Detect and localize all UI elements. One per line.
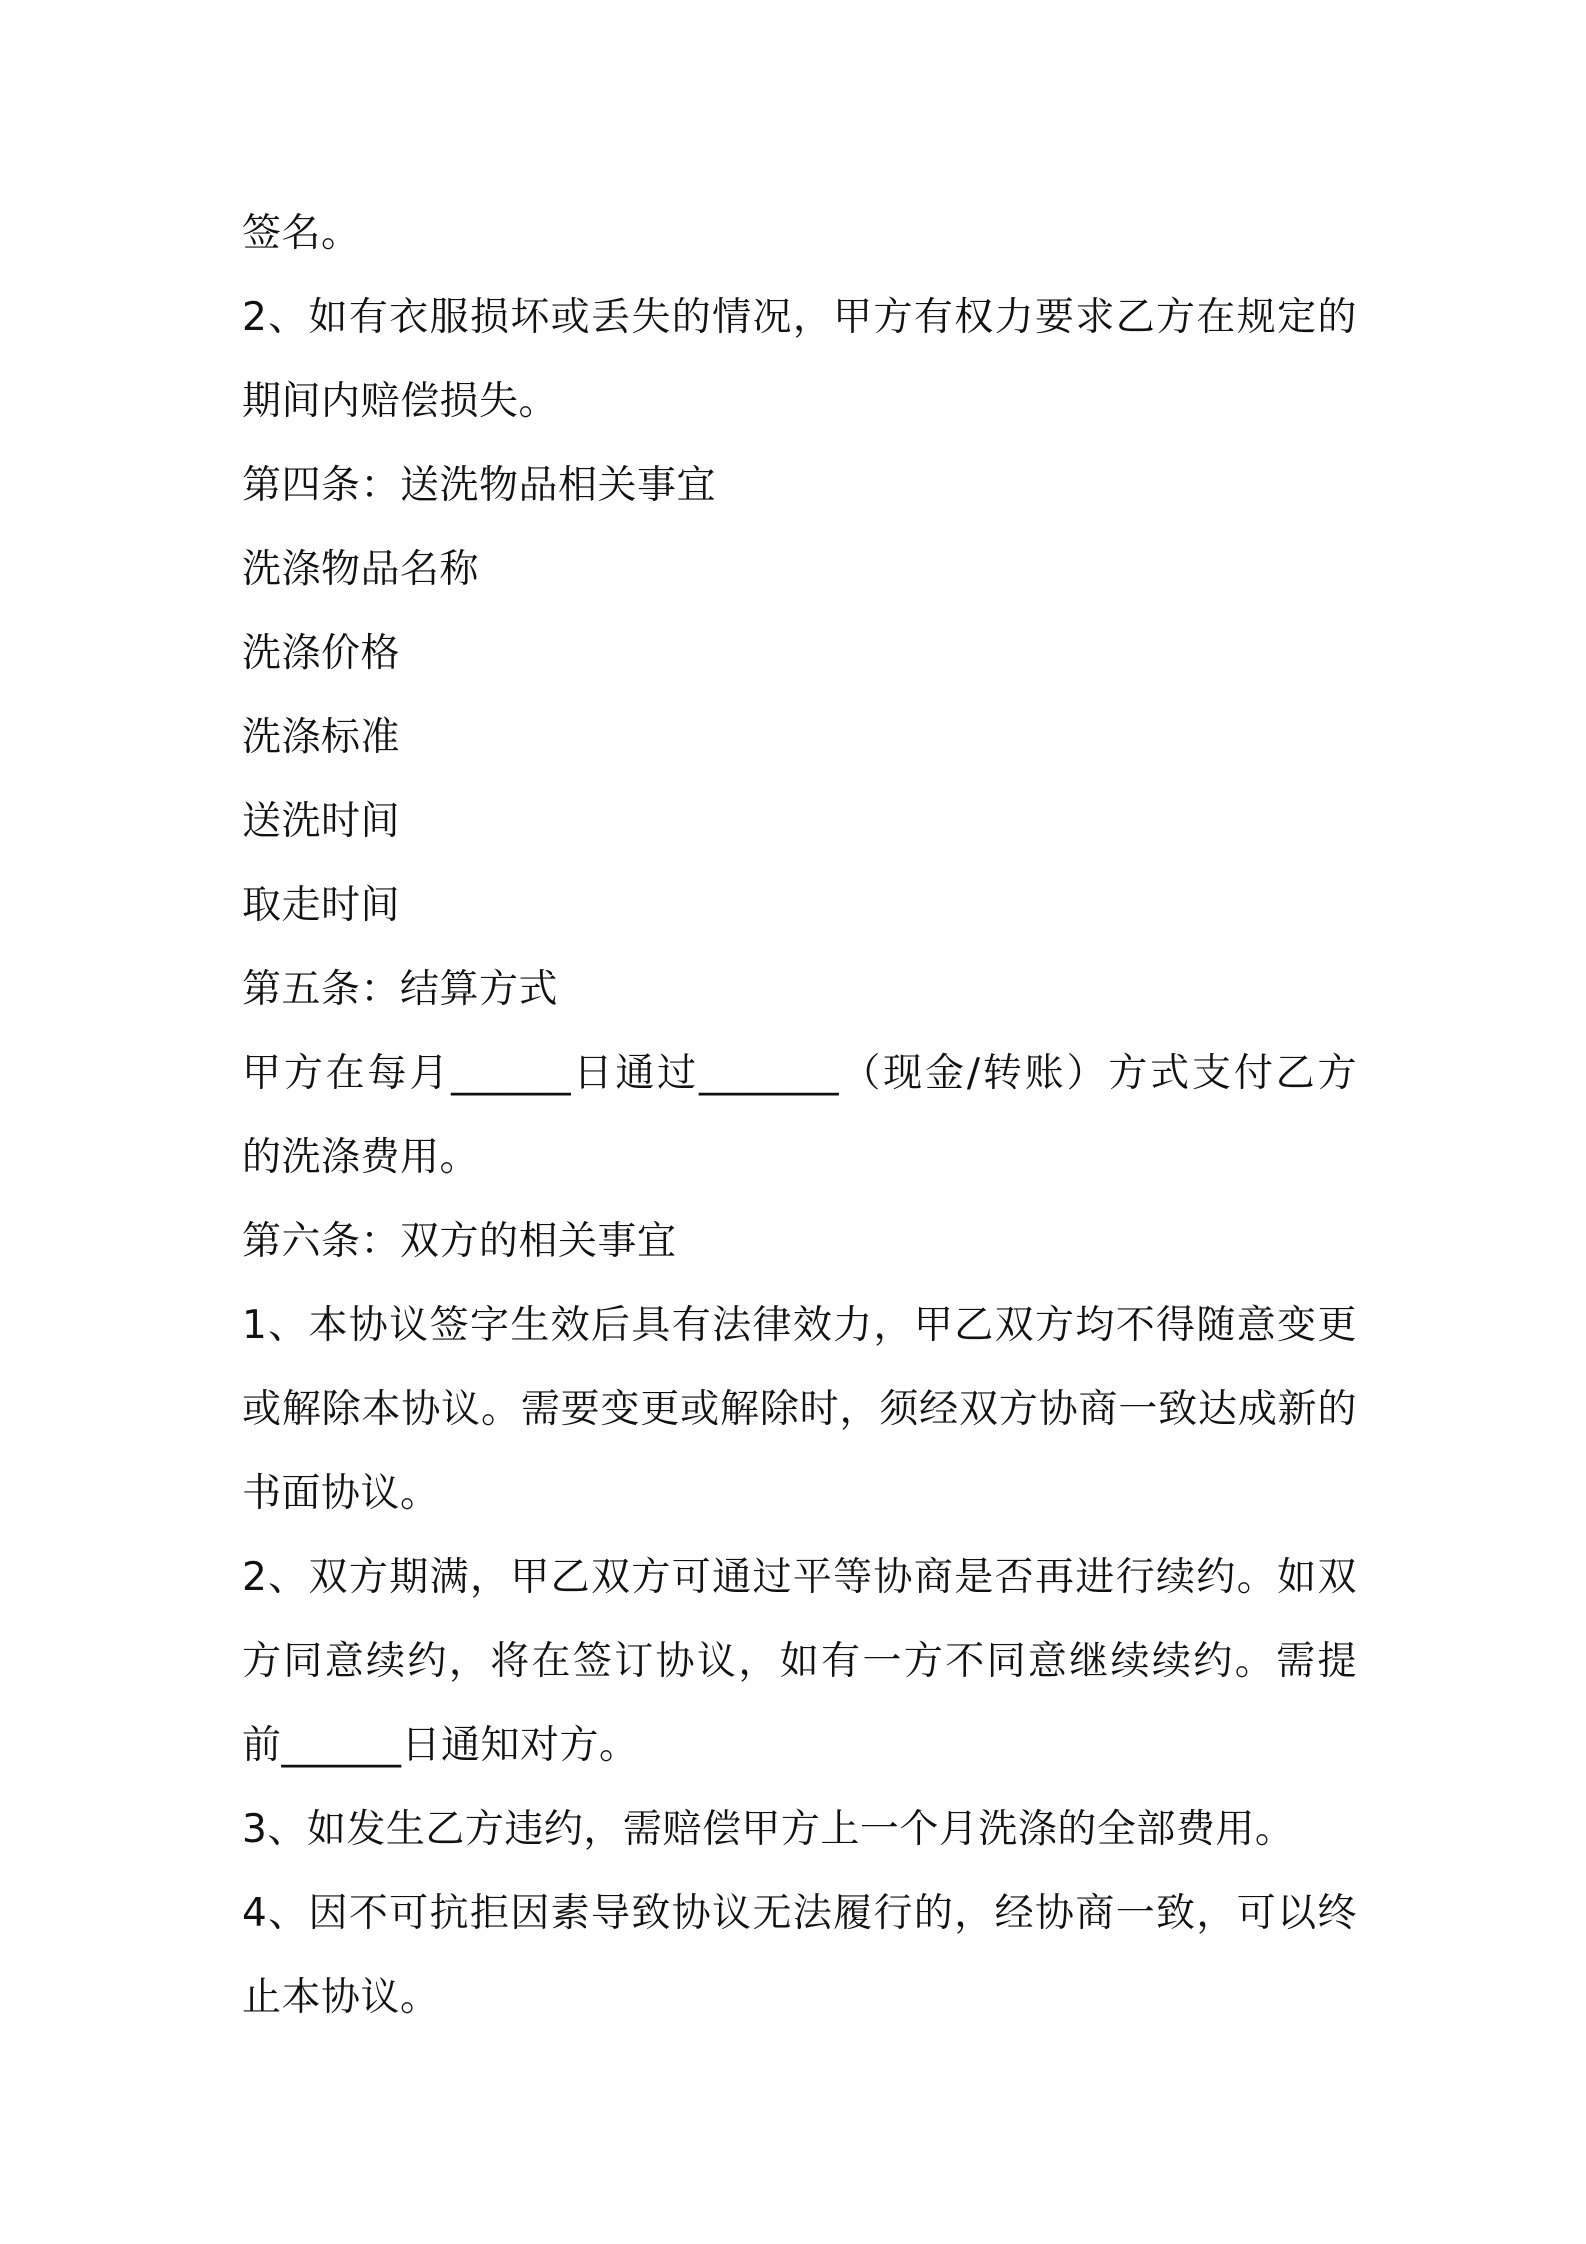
article-4-heading: 第四条：送洗物品相关事宜 — [242, 463, 717, 508]
laundry-standard-field: 洗涤标准 — [242, 715, 401, 760]
clause-3-item-2-line-1: 2、如有衣服损坏或丢失的情况，甲方有权力要求乙方在规定的 — [242, 295, 1357, 340]
article-6-heading: 第六条：双方的相关事宜 — [242, 1219, 677, 1264]
signature-line: 签名。 — [242, 211, 361, 256]
pickup-time-field: 取走时间 — [242, 883, 401, 928]
drop-off-time-field: 送洗时间 — [242, 799, 401, 844]
article-6-item-3-line-1: 3、如发生乙方违约，需赔偿甲方上一个月洗涤的全部费用。 — [242, 1807, 1295, 1852]
article-6-item-1-line-2: 或解除本协议。需要变更或解除时，须经双方协商一致达成新的 — [242, 1387, 1357, 1432]
article-6-item-2-line-3: 前______日通知对方。 — [242, 1723, 639, 1768]
article-6-item-4-line-2: 止本协议。 — [242, 1975, 440, 2020]
article-5-heading: 第五条：结算方式 — [242, 967, 559, 1012]
payment-line-2: 的洗涤费用。 — [242, 1135, 480, 1180]
article-6-item-4-line-1: 4、因不可抗拒因素导致协议无法履行的，经协商一致，可以终 — [242, 1891, 1357, 1936]
laundry-price-field: 洗涤价格 — [242, 631, 401, 676]
article-6-item-1-line-3: 书面协议。 — [242, 1471, 440, 1516]
laundry-item-name-field: 洗涤物品名称 — [242, 547, 480, 592]
article-6-item-1-line-1: 1、本协议签字生效后具有法律效力，甲乙双方均不得随意变更 — [242, 1303, 1357, 1348]
payment-line-1: 甲方在每月______日通过_______（现金/转账）方式支付乙方 — [242, 1051, 1357, 1096]
article-6-item-2-line-1: 2、双方期满，甲乙双方可通过平等协商是否再进行续约。如双 — [242, 1555, 1357, 1600]
contract-text — [242, 192, 1357, 2040]
article-6-item-2-line-2: 方同意续约，将在签订协议，如有一方不同意继续续约。需提 — [242, 1639, 1357, 1684]
clause-3-item-2-line-2: 期间内赔偿损失。 — [242, 379, 559, 424]
